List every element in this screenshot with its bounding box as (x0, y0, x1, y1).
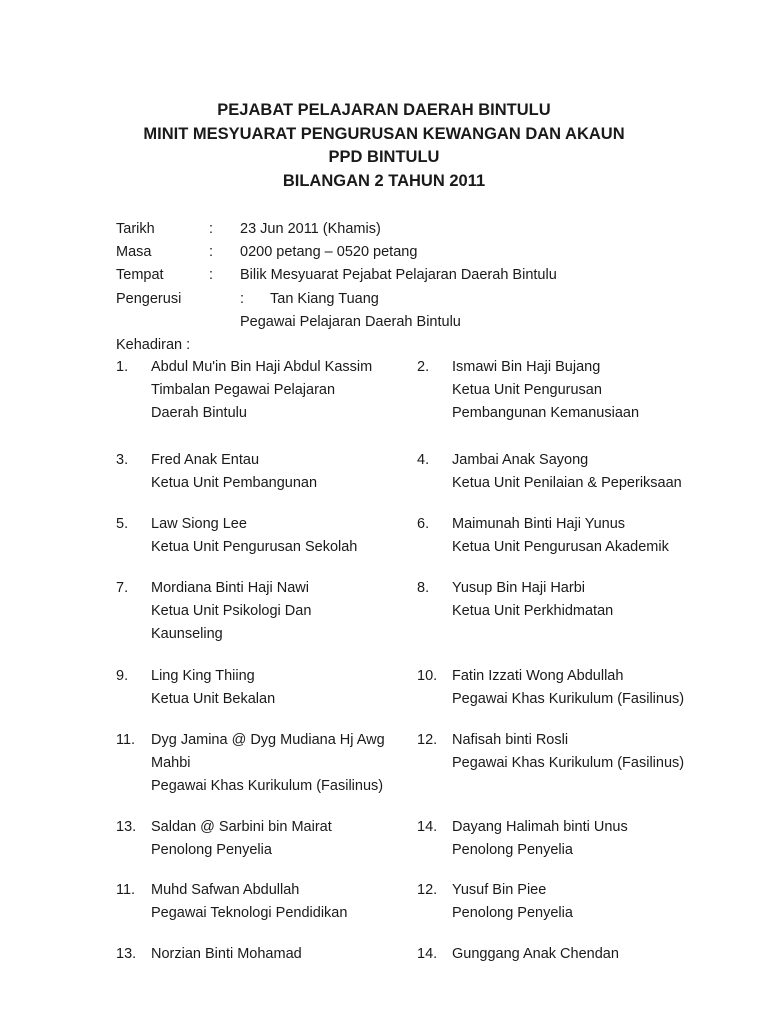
attendee-number: 14. (417, 946, 438, 962)
attendee-role: Pegawai Khas Kurikulum (Fasilinus) (452, 755, 685, 772)
attendee-role: Ketua Unit Perkhidmatan (452, 603, 614, 620)
attendee-number: 13. (116, 819, 137, 835)
attendee-role: Daerah Bintulu (151, 405, 247, 422)
attendee-role: Penolong Penyelia (452, 905, 573, 922)
attendee-name: Muhd Safwan Abdullah (151, 882, 300, 898)
meta-value: Pegawai Pelajaran Daerah Bintulu (240, 313, 461, 330)
attendee-number: 13. (116, 946, 137, 962)
meta-row-tarikh (116, 218, 736, 241)
attendee-name: Fred Anak Entau (151, 452, 260, 468)
attendee-role: Ketua Unit Bekalan (151, 691, 276, 708)
attendee-number: 11. (116, 732, 136, 748)
attendee-name: Jambai Anak Sayong (452, 452, 589, 468)
meta-label: Pengerusi (116, 290, 182, 307)
attendee-number: 6. (417, 516, 430, 532)
attendee-role: Pegawai Khas Kurikulum (Fasilinus) (151, 778, 384, 795)
attendee-number: 4. (417, 452, 430, 468)
meta-row-kehadiran (116, 334, 736, 357)
attendee-number: 10. (417, 668, 438, 684)
header-minutes-title: MINIT MESYUARAT PENGURUSAN KEWANGAN DAN AKAUN (143, 124, 625, 143)
meta-row-pengerusi (116, 288, 736, 311)
attendee-role: Pegawai Teknologi Pendidikan (151, 905, 348, 922)
meta-label: Tarikh (116, 221, 155, 237)
attendee-number: 9. (116, 668, 129, 684)
attendee-number: 5. (116, 516, 129, 532)
attendee-name: Abdul Mu'in Bin Haji Abdul Kassim (151, 359, 373, 375)
meta-value: 0200 petang – 0520 petang (240, 244, 418, 261)
attendee-name: Yusuf Bin Piee (452, 882, 547, 898)
document-header (0, 99, 768, 193)
attendee-role: Ketua Unit Psikologi Dan (151, 603, 312, 620)
attendee-name: Mordiana Binti Haji Nawi (151, 580, 309, 596)
meta-row-masa (116, 241, 736, 264)
attendee-number: 7. (116, 580, 129, 596)
attendee-role: Ketua Unit Penilaian & Peperiksaan (452, 475, 682, 492)
attendee-name: Law Siong Lee (151, 516, 247, 532)
attendee-name: Gunggang Anak Chendan (452, 946, 619, 962)
attendee-name: Maimunah Binti Haji Yunus (452, 516, 626, 532)
attendee-name-continued: Mahbi (151, 755, 191, 772)
meta-colon: : (209, 244, 214, 261)
meta-colon: : (209, 221, 214, 237)
attendee-name: Norzian Binti Mohamad (151, 946, 302, 962)
header-office-title: PEJABAT PELAJARAN DAERAH BINTULU (217, 101, 551, 119)
meeting-details (116, 218, 736, 357)
attendee-number: 8. (417, 580, 430, 596)
attendee-role: Pegawai Khas Kurikulum (Fasilinus) (452, 691, 685, 708)
meta-value: Tan Kiang Tuang (270, 290, 379, 307)
attendee-role: Ketua Unit Pengurusan Akademik (452, 539, 669, 556)
attendee-role: Pembangunan Kemanusiaan (452, 405, 640, 422)
attendee-role: Ketua Unit Pengurusan (452, 382, 602, 399)
attendee-name: Yusup Bin Haji Harbi (452, 580, 585, 596)
meta-row-pengerusi-title (116, 311, 736, 334)
attendee-number: 12. (417, 732, 438, 748)
attendee-name: Dyg Jamina @ Dyg Mudiana Hj Awg (151, 732, 385, 748)
meta-label: Masa (116, 244, 152, 261)
attendee-name: Nafisah binti Rosli (452, 732, 569, 748)
attendee-role: Penolong Penyelia (151, 842, 272, 859)
attendee-role: Timbalan Pegawai Pelajaran (151, 382, 336, 399)
attendee-role: Ketua Unit Pembangunan (151, 475, 318, 492)
header-meeting-number: BILANGAN 2 TAHUN 2011 (282, 171, 486, 190)
attendee-number: 3. (116, 452, 129, 468)
attendee-number: 11. (116, 882, 136, 898)
attendee-name: Ismawi Bin Haji Bujang (452, 359, 601, 375)
attendee-number: 12. (417, 882, 438, 898)
attendee-role: Kaunseling (151, 626, 223, 643)
attendee-role: Penolong Penyelia (452, 842, 573, 859)
attendee-role: Ketua Unit Pengurusan Sekolah (151, 539, 358, 556)
attendee-name: Fatin Izzati Wong Abdullah (452, 668, 624, 684)
attendance-heading: Kehadiran : (116, 336, 191, 353)
meta-label: Tempat (116, 267, 164, 284)
attendee-number: 2. (417, 359, 430, 375)
meta-row-tempat (116, 264, 736, 287)
attendee-number: 14. (417, 819, 438, 835)
header-ppd-title: PPD BINTULU (328, 148, 440, 166)
attendee-name: Ling King Thiing (151, 668, 255, 684)
attendee-number: 1. (116, 359, 129, 375)
meta-colon: : (209, 267, 214, 284)
attendee-name: Dayang Halimah binti Unus (452, 819, 628, 835)
meta-value: Bilik Mesyuarat Pejabat Pelajaran Daerah Bintulu (240, 267, 557, 284)
meta-colon: : (240, 290, 245, 307)
attendee-name: Saldan @ Sarbini bin Mairat (151, 819, 332, 835)
meta-value: 23 Jun 2011 (Khamis) (240, 221, 381, 237)
